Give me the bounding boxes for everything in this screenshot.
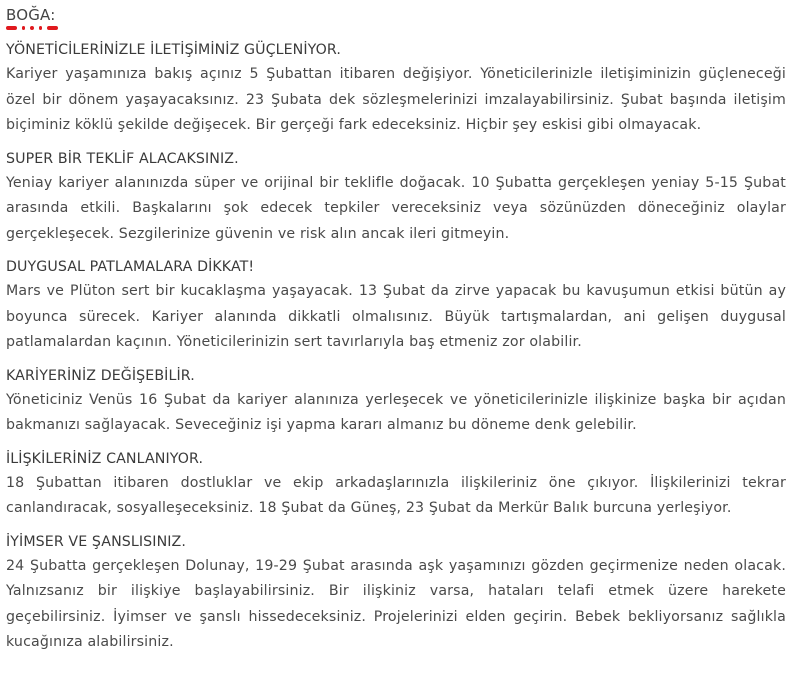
- section-body: Kariyer yaşamınıza bakış açınız 5 Şubattan itibaren değişiyor. Yöneticilerinizle iletişiminizin güçleneceği özel bir dönem yaşayacaksınız. 23 Şubata dek sözleşmelerinizi imzalayabilirsiniz. Şubat başında iletişim biçiminiz köklü şekilde değişecek. Bir gerçeği fark edeceksiniz. Hiçbir şey eskisi gibi olmayacak.: [6, 66, 786, 133]
- section-heading: SUPER BİR TEKLİF ALACAKSINIZ.: [6, 150, 239, 167]
- section-offer: [6, 149, 786, 248]
- section-body: Yöneticiniz Venüs 16 Şubat da kariyer alanınıza yerleşecek ve yöneticilerinizle ilişkinize başka bir açıdan bakmanızı sağlayacak. Seveceğiniz işi yapma kararı almanız bu döneme denk gelebilir.: [6, 391, 786, 433]
- underline-dot: [30, 26, 34, 30]
- section-heading: KARİYERİNİZ DEĞİŞEBİLİR.: [6, 367, 195, 384]
- section-communication: [6, 40, 786, 139]
- horoscope-article: [6, 0, 786, 656]
- section-emotional: [6, 257, 786, 356]
- section-heading: İYİMSER VE ŞANSLISINIZ.: [6, 533, 186, 550]
- underline-dot: [22, 26, 26, 30]
- section-career: [6, 366, 786, 439]
- section-heading: YÖNETİCİLERİNİZLE İLETİŞİMİNİZ GÜÇLENİYOR.: [6, 42, 341, 58]
- section-body: Mars ve Plüton sert bir kucaklaşma yaşayacak. 13 Şubat da zirve yapacak bu kavuşumun etkisi bütün ay boyunca sürecek. Kariyer alanında dikkatli olmalısınız. Büyük tartışmalardan, ani gelişen duygusal patlamalardan kaçının. Yöneticilerinizin sert tavırlarıyla baş etmeniz zor olabilir.: [6, 283, 786, 350]
- section-body: 24 Şubatta gerçekleşen Dolunay, 19-29 Şubat arasında aşk yaşamınızı gözden geçirmenize neden olacak. Yalnızsanız bir ilişkiye başlayabilirsiniz. Bir ilişkiniz varsa, hataları telafi etmek üzere harekete geçebilirsiniz. İyimser ve şanslı hissedeceksiniz. Projelerinizi elden geçirin. Bebek bekliyorsanız sağlıkla kucağınıza alabilirsiniz.: [6, 557, 786, 650]
- underline-dash: [6, 26, 17, 30]
- section-body: Yeniay kariyer alanınızda süper ve orijinal bir teklifle doğacak. 10 Şubatta gerçekleşen yeniay 5-15 Şubat arasında etkili. Başkalarını şok edecek tepkiler vereceksiniz veya sözünüzden döneceğiniz olaylar gerçekleşecek. Sezgilerinize güvenin ve risk alın ancak ileri gitmeyin.: [6, 174, 786, 242]
- section-optimism: [6, 532, 786, 656]
- section-heading: DUYGUSAL PATLAMALARA DİKKAT!: [6, 259, 255, 275]
- underline-dash: [47, 26, 58, 30]
- section-body: 18 Şubattan itibaren dostluklar ve ekip arkadaşlarınızla ilişkileriniz öne çıkıyor. İlişkilerinizi tekrar canlandıracak, sosyalleşeceksiniz. 18 Şubat da Güneş, 23 Şubat da Merkür Balık burcuna yerleşiyor.: [6, 474, 786, 516]
- underline-dot: [39, 26, 43, 30]
- section-relationships: [6, 449, 786, 522]
- section-heading: İLİŞKİLERİNİZ CANLANIYOR.: [6, 450, 204, 467]
- title-underline-decoration: [6, 26, 58, 30]
- sign-title: BOĞA:: [6, 6, 56, 24]
